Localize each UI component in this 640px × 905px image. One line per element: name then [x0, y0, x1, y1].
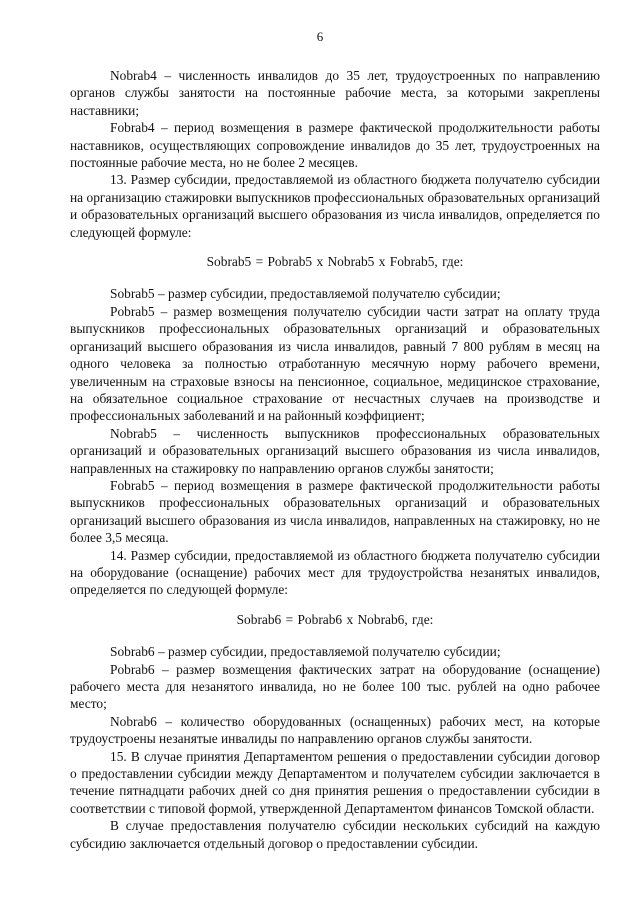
paragraph-fobrab5: Fobrab5 – период возмещения в размере фактической продолжительности работы выпускников профессиональных образовательных организаций и образовательных организаций высшего образования из числа инвалидов, направленных на стажировку, но не более 3,5 месяца. — [70, 477, 600, 546]
paragraph-sobrab5: Sobrab5 – размер субсидии, предоставляемой получателю субсидии; — [110, 286, 501, 302]
page-number: 6 — [316, 29, 324, 44]
paragraph-nobrab4: Nobrab4 – численность инвалидов до 35 лет, трудоустроенных по направлению органов службы занятости на постоянные рабочие места, за которыми закреплены наставники; — [70, 68, 600, 118]
formula-sobrab5: Sobrab5 = Pobrab5 x Nobrab5 x Fobrab5, где: — [206, 254, 464, 270]
paragraph-pobrab6: Pobrab6 – размер возмещения фактических затрат на оборудование (оснащение) рабочего места для незанятого инвалида, но не более 100 тыс. рублей на одно рабочее место; — [70, 661, 600, 712]
paragraph-clause-15: 15. В случае принятия Департаментом решения о предоставлении субсидии договор о предоставлении субсидии между Департаментом и получателем субсидии заключается в течение пятнадцати рабочих дней со дня принятия решения о предоставлении субсидии в соответствии с типовой формой, утвержденной Департаментом финансов Томской области. — [70, 748, 600, 816]
paragraph-nobrab5: Nobrab5 – численность выпускников профессиональных образовательных организаций и образовательных организаций высшего образования из числа инвалидов, направленных на стажировку по направлению органов службы занятости; — [70, 425, 600, 476]
paragraph-clause-13: 13. Размер субсидии, предоставляемой из областного бюджета получателю субсидии на организацию стажировки выпускников профессиональных образовательных организаций и образовательных организаций высшего образования из числа инвалидов, определяется по следующей формуле: — [70, 172, 600, 240]
formula-sobrab6: Sobrab6 = Pobrab6 x Nobrab6, где: — [236, 611, 434, 627]
paragraph-sobrab6: Sobrab6 – размер субсидии, предоставляемой получателю субсидии; — [110, 644, 501, 660]
paragraph-clause-14: 14. Размер субсидии, предоставляемой из областного бюджета получателю субсидии на оборудование (оснащение) рабочих мест для трудоустройства незанятых инвалидов, определяется по следующей формуле: — [70, 547, 600, 598]
paragraph-pobrab5: Pobrab5 – размер возмещения получателю субсидии части затрат на оплату труда выпускников профессиональных образовательных организаций и образовательных организаций высшего образования из числа инвалидов, равный 7 800 рублям в месяц на одного человека за полностью отработанную месячную норму рабочего времени, увеличенным на страховые взносы на пенсионное, социальное, медицинское страхование, на обязательное социальное страхование от несчастных случаев на производстве и профессиональных заболеваний и на районный коэффициент; — [70, 303, 600, 424]
paragraph-nobrab6: Nobrab6 – количество оборудованных (оснащенных) рабочих мест, на которые трудоустроены незанятые инвалиды по направлению органов службы занятости. — [70, 713, 600, 747]
document-body — [70, 67, 600, 852]
paragraph-fobrab4: Fobrab4 – период возмещения в размере фактической продолжительности работы наставников, осуществляющих сопровождение инвалидов до 35 лет, трудоустроенных на постоянные рабочие места, но не более 2 месяцев. — [70, 120, 600, 171]
paragraph-multiple-subsidies: В случае предоставления получателю субсидии нескольких субсидий на каждую субсидию заключается отдельный договор о предоставлении субсидии. — [70, 818, 600, 851]
